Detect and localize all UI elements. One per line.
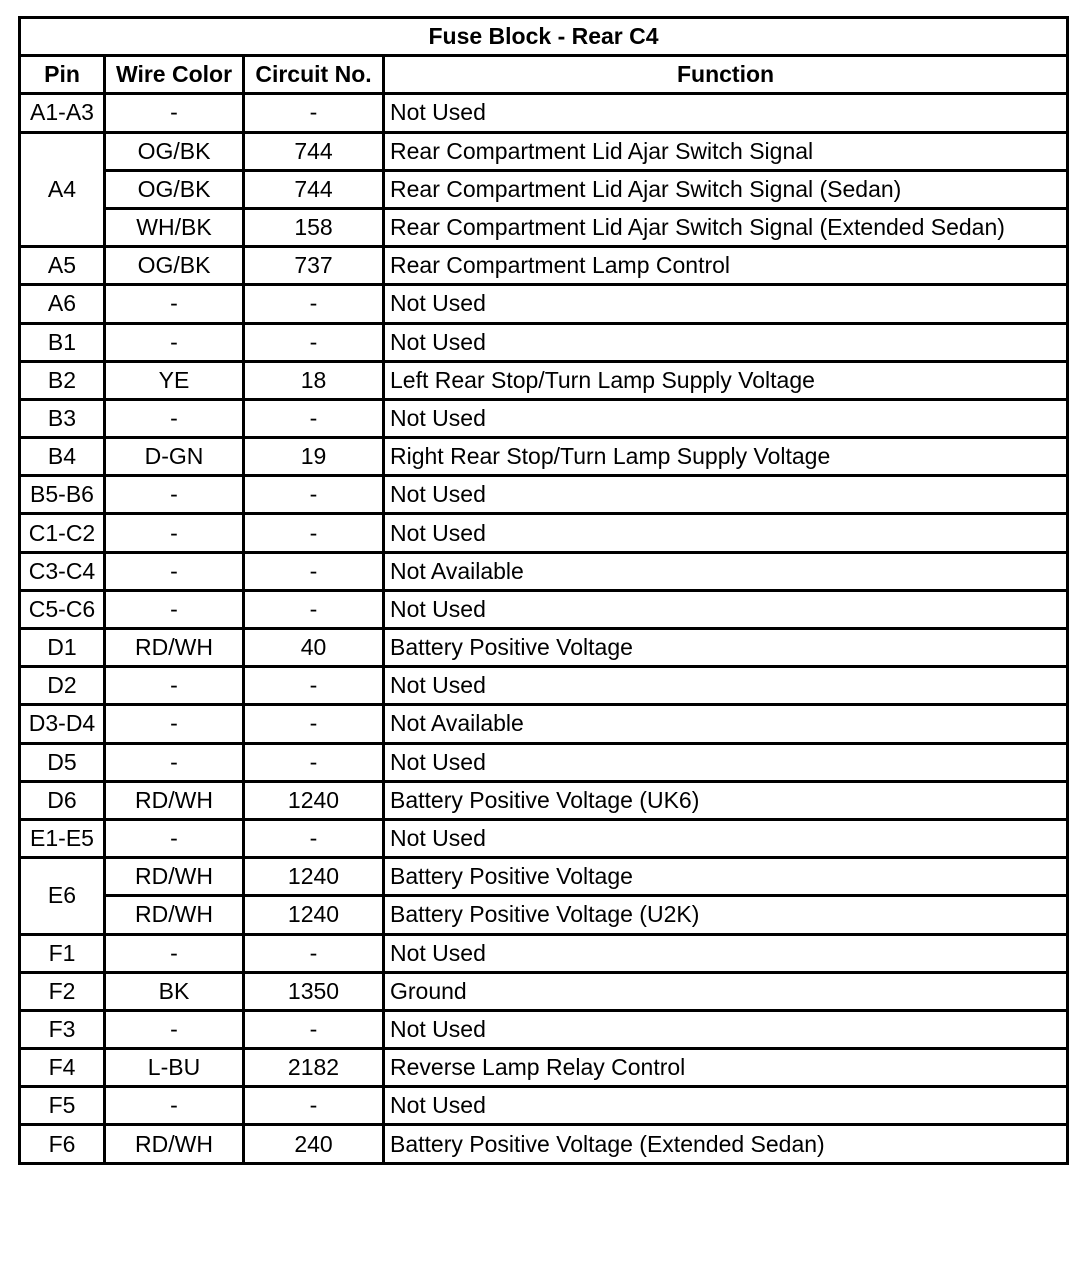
- wire-color-cell: RD/WH: [105, 896, 244, 934]
- function-cell: Rear Compartment Lid Ajar Switch Signal (Sedan): [384, 170, 1068, 208]
- function-cell: Not Used: [384, 590, 1068, 628]
- function-cell: Battery Positive Voltage (UK6): [384, 781, 1068, 819]
- pin-cell: B5-B6: [20, 476, 105, 514]
- function-cell: Not Used: [384, 399, 1068, 437]
- circuit-no-cell: -: [244, 94, 384, 132]
- function-cell: Not Used: [384, 934, 1068, 972]
- table-row: [20, 208, 1068, 246]
- pin-cell: E6: [20, 858, 105, 934]
- pin-cell: F3: [20, 1010, 105, 1048]
- table-row: [20, 743, 1068, 781]
- pin-cell: B2: [20, 361, 105, 399]
- pin-cell: D2: [20, 667, 105, 705]
- wire-color-cell: -: [105, 705, 244, 743]
- circuit-no-cell: 19: [244, 438, 384, 476]
- wire-color-cell: RD/WH: [105, 781, 244, 819]
- circuit-no-cell: -: [244, 819, 384, 857]
- circuit-no-cell: -: [244, 476, 384, 514]
- table-row: [20, 667, 1068, 705]
- table-row: [20, 399, 1068, 437]
- header-pin: Pin: [20, 56, 105, 94]
- table-row: [20, 247, 1068, 285]
- table-row: [20, 552, 1068, 590]
- circuit-no-cell: 744: [244, 132, 384, 170]
- table-row: [20, 170, 1068, 208]
- table-row: [20, 934, 1068, 972]
- pin-cell: B1: [20, 323, 105, 361]
- pin-cell: F1: [20, 934, 105, 972]
- wire-color-cell: OG/BK: [105, 170, 244, 208]
- wire-color-cell: -: [105, 743, 244, 781]
- circuit-no-cell: 1240: [244, 858, 384, 896]
- function-cell: Not Used: [384, 743, 1068, 781]
- header-row: [20, 56, 1068, 94]
- title-row: [20, 18, 1068, 56]
- table-row: [20, 1010, 1068, 1048]
- wire-color-cell: -: [105, 1087, 244, 1125]
- function-cell: Not Available: [384, 552, 1068, 590]
- function-cell: Not Used: [384, 285, 1068, 323]
- function-cell: Not Used: [384, 1010, 1068, 1048]
- circuit-no-cell: -: [244, 705, 384, 743]
- pin-cell: A1-A3: [20, 94, 105, 132]
- pin-cell: D5: [20, 743, 105, 781]
- circuit-no-cell: 158: [244, 208, 384, 246]
- pin-cell: F6: [20, 1125, 105, 1163]
- circuit-no-cell: -: [244, 514, 384, 552]
- wire-color-cell: -: [105, 94, 244, 132]
- function-cell: Not Used: [384, 476, 1068, 514]
- circuit-no-cell: 744: [244, 170, 384, 208]
- pin-cell: F5: [20, 1087, 105, 1125]
- pin-cell: A5: [20, 247, 105, 285]
- function-cell: Ground: [384, 972, 1068, 1010]
- table-row: [20, 705, 1068, 743]
- pin-cell: C5-C6: [20, 590, 105, 628]
- pin-cell: F2: [20, 972, 105, 1010]
- circuit-no-cell: 737: [244, 247, 384, 285]
- header-wire-color: Wire Color: [105, 56, 244, 94]
- table-row: [20, 323, 1068, 361]
- pin-cell: A6: [20, 285, 105, 323]
- wire-color-cell: -: [105, 323, 244, 361]
- function-cell: Rear Compartment Lid Ajar Switch Signal (Extended Sedan): [384, 208, 1068, 246]
- circuit-no-cell: -: [244, 552, 384, 590]
- wire-color-cell: -: [105, 819, 244, 857]
- circuit-no-cell: 1240: [244, 896, 384, 934]
- table-row: [20, 781, 1068, 819]
- table-row: [20, 972, 1068, 1010]
- circuit-no-cell: 1350: [244, 972, 384, 1010]
- function-cell: Battery Positive Voltage (Extended Sedan): [384, 1125, 1068, 1163]
- wire-color-cell: WH/BK: [105, 208, 244, 246]
- header-circuit-no: Circuit No.: [244, 56, 384, 94]
- table-row: [20, 1087, 1068, 1125]
- circuit-no-cell: 18: [244, 361, 384, 399]
- table-title: Fuse Block - Rear C4: [20, 18, 1068, 56]
- function-cell: Not Used: [384, 1087, 1068, 1125]
- table-row: [20, 438, 1068, 476]
- circuit-no-cell: -: [244, 667, 384, 705]
- table-row: [20, 858, 1068, 896]
- wire-color-cell: -: [105, 476, 244, 514]
- circuit-no-cell: 240: [244, 1125, 384, 1163]
- pin-cell: D3-D4: [20, 705, 105, 743]
- circuit-no-cell: -: [244, 285, 384, 323]
- table-row: [20, 94, 1068, 132]
- function-cell: Not Used: [384, 94, 1068, 132]
- table-row: [20, 285, 1068, 323]
- wire-color-cell: -: [105, 399, 244, 437]
- wire-color-cell: D-GN: [105, 438, 244, 476]
- pinout-table: [18, 16, 1069, 1165]
- wire-color-cell: -: [105, 514, 244, 552]
- circuit-no-cell: 1240: [244, 781, 384, 819]
- circuit-no-cell: -: [244, 743, 384, 781]
- wire-color-cell: BK: [105, 972, 244, 1010]
- pin-cell: B4: [20, 438, 105, 476]
- table-row: [20, 132, 1068, 170]
- wire-color-cell: -: [105, 934, 244, 972]
- pin-cell: C1-C2: [20, 514, 105, 552]
- circuit-no-cell: 40: [244, 629, 384, 667]
- function-cell: Not Used: [384, 667, 1068, 705]
- pin-cell: B3: [20, 399, 105, 437]
- pin-cell: D6: [20, 781, 105, 819]
- table-row: [20, 896, 1068, 934]
- table-body: [20, 94, 1068, 1163]
- wire-color-cell: OG/BK: [105, 132, 244, 170]
- function-cell: Rear Compartment Lamp Control: [384, 247, 1068, 285]
- wire-color-cell: RD/WH: [105, 858, 244, 896]
- function-cell: Battery Positive Voltage: [384, 858, 1068, 896]
- table-row: [20, 1125, 1068, 1163]
- function-cell: Battery Positive Voltage: [384, 629, 1068, 667]
- function-cell: Not Used: [384, 514, 1068, 552]
- function-cell: Not Used: [384, 323, 1068, 361]
- pin-cell: A4: [20, 132, 105, 247]
- circuit-no-cell: -: [244, 590, 384, 628]
- wire-color-cell: -: [105, 285, 244, 323]
- wire-color-cell: OG/BK: [105, 247, 244, 285]
- table-row: [20, 629, 1068, 667]
- function-cell: Reverse Lamp Relay Control: [384, 1049, 1068, 1087]
- table-row: [20, 476, 1068, 514]
- table-row: [20, 590, 1068, 628]
- function-cell: Not Available: [384, 705, 1068, 743]
- pin-cell: C3-C4: [20, 552, 105, 590]
- table-row: [20, 514, 1068, 552]
- wire-color-cell: L-BU: [105, 1049, 244, 1087]
- circuit-no-cell: -: [244, 1087, 384, 1125]
- wire-color-cell: RD/WH: [105, 1125, 244, 1163]
- table-row: [20, 1049, 1068, 1087]
- function-cell: Battery Positive Voltage (U2K): [384, 896, 1068, 934]
- function-cell: Left Rear Stop/Turn Lamp Supply Voltage: [384, 361, 1068, 399]
- wire-color-cell: -: [105, 552, 244, 590]
- function-cell: Rear Compartment Lid Ajar Switch Signal: [384, 132, 1068, 170]
- circuit-no-cell: 2182: [244, 1049, 384, 1087]
- circuit-no-cell: -: [244, 399, 384, 437]
- function-cell: Right Rear Stop/Turn Lamp Supply Voltage: [384, 438, 1068, 476]
- wire-color-cell: RD/WH: [105, 629, 244, 667]
- pin-cell: D1: [20, 629, 105, 667]
- wire-color-cell: -: [105, 590, 244, 628]
- table-row: [20, 361, 1068, 399]
- circuit-no-cell: -: [244, 934, 384, 972]
- wire-color-cell: YE: [105, 361, 244, 399]
- pin-cell: F4: [20, 1049, 105, 1087]
- circuit-no-cell: -: [244, 1010, 384, 1048]
- table-row: [20, 819, 1068, 857]
- circuit-no-cell: -: [244, 323, 384, 361]
- header-function: Function: [384, 56, 1068, 94]
- pin-cell: E1-E5: [20, 819, 105, 857]
- wire-color-cell: -: [105, 667, 244, 705]
- wire-color-cell: -: [105, 1010, 244, 1048]
- function-cell: Not Used: [384, 819, 1068, 857]
